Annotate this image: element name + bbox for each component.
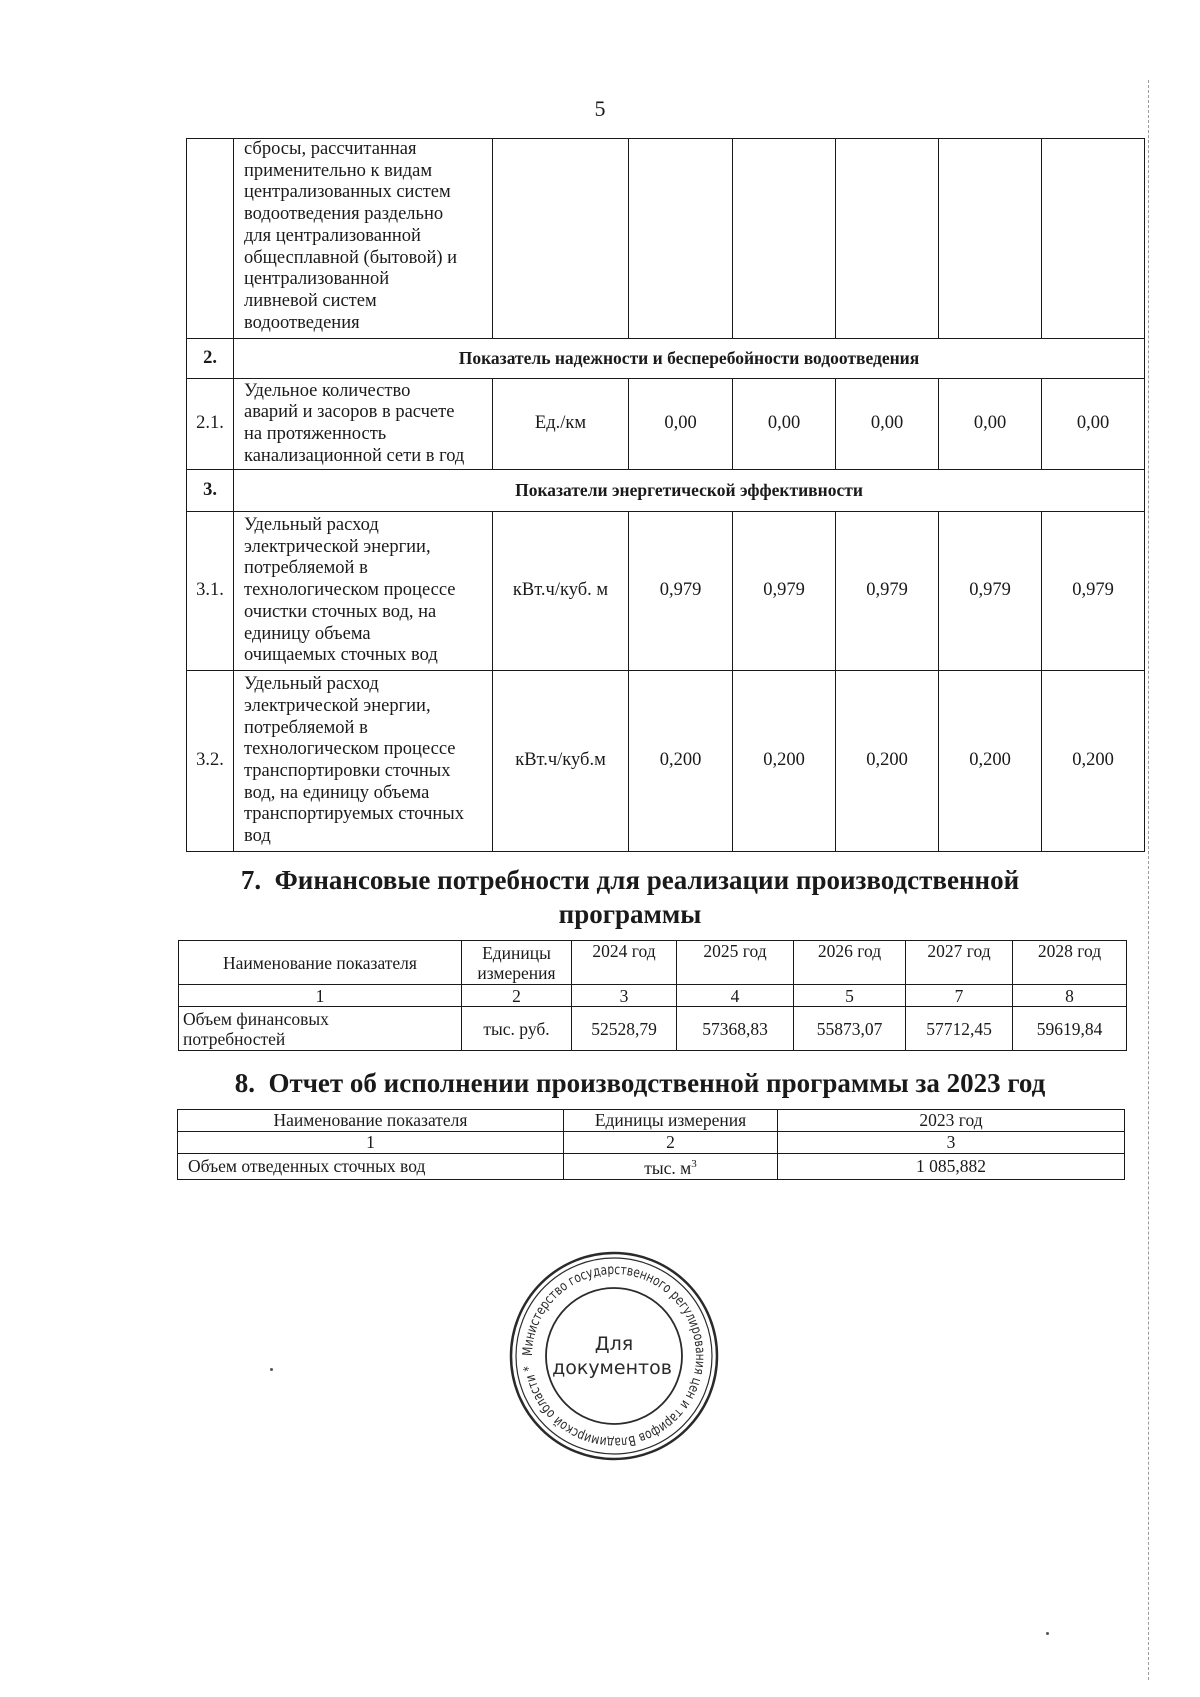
name-line: централизованных систем	[244, 182, 451, 203]
column-number: 8	[1013, 985, 1127, 1007]
table-row	[187, 139, 1145, 339]
column-number: 3	[572, 985, 677, 1007]
unit-cell: кВт.ч/куб.м	[493, 671, 629, 852]
table-row	[179, 1007, 1127, 1051]
header-cell: 2024 год	[572, 941, 677, 985]
section-title: Показатели энергетической эффективности	[234, 470, 1145, 512]
name-line: электрической энергии,	[244, 695, 431, 716]
value-cell: 0,979	[939, 512, 1042, 671]
name-line: на протяженность	[244, 424, 387, 444]
name-line: канализационной сети в год	[244, 445, 465, 466]
value-cell: 0,200	[836, 671, 939, 852]
column-number: 4	[677, 985, 794, 1007]
name-line: Объем финансовых	[183, 1008, 329, 1029]
column-number: 2	[564, 1132, 778, 1154]
value-cell	[1042, 139, 1145, 339]
value-cell: 0,00	[939, 379, 1042, 470]
header-cell: 2023 год	[778, 1110, 1125, 1132]
column-number: 1	[179, 985, 462, 1007]
column-number: 7	[906, 985, 1013, 1007]
indicator-name-cell	[179, 1007, 462, 1051]
table-row	[187, 512, 1145, 671]
indicator-name-cell	[234, 512, 493, 671]
header-cell: Наименование показателя	[179, 941, 462, 985]
stamp-ring-text: Министерство государственного регулирования цен и тарифов Владимирской области *	[519, 1261, 709, 1451]
value-cell: 0,00	[1042, 379, 1145, 470]
value-cell: 0,00	[629, 379, 733, 470]
value-cell: 55873,07	[794, 1007, 906, 1051]
section-number: 2.	[187, 339, 234, 379]
table-row	[187, 379, 1145, 470]
header-line: Единицы	[482, 942, 551, 963]
section-row	[187, 470, 1145, 512]
name-line: технологическом процессе	[244, 739, 456, 760]
name-line: для централизованной	[244, 225, 421, 246]
value-cell: 57368,83	[677, 1007, 794, 1051]
unit-cell	[564, 1154, 778, 1180]
report-2023-table	[177, 1109, 1125, 1180]
header-cell: 2026 год	[794, 941, 906, 985]
name-line: Удельный расход	[244, 515, 379, 536]
scan-speck	[1046, 1632, 1049, 1635]
name-line: применительно к видам	[244, 160, 433, 181]
section-number: 3.	[187, 470, 234, 512]
name-line: потребляемой в	[244, 558, 368, 579]
name-line: аварий и засоров в расчете	[244, 402, 455, 423]
value-cell	[629, 139, 733, 339]
name-line: транспортируемых сточных	[244, 804, 464, 825]
name-line: очистки сточных вод, на	[244, 601, 437, 622]
unit-superscript: 3	[691, 1158, 697, 1170]
name-line: Удельный расход	[244, 674, 379, 695]
name-line: очищаемых сточных вод	[244, 645, 438, 666]
row-number: 3.1.	[187, 512, 234, 671]
official-stamp	[508, 1250, 720, 1462]
header-cell: 2027 год	[906, 941, 1013, 985]
section8-heading: 8. Отчет об исполнении производственной программы за 2023 год	[234, 1068, 1046, 1098]
name-line: технологическом процессе	[244, 580, 456, 601]
value-cell: 0,979	[836, 512, 939, 671]
column-number: 3	[778, 1132, 1125, 1154]
value-cell: 57712,45	[906, 1007, 1013, 1051]
value-cell: 0,200	[1042, 671, 1145, 852]
value-cell: 59619,84	[1013, 1007, 1127, 1051]
unit-text: тыс. м	[644, 1157, 692, 1178]
name-line: электрической энергии,	[244, 536, 431, 557]
value-cell: 1 085,882	[778, 1154, 1125, 1180]
unit-cell: тыс. руб.	[462, 1007, 572, 1051]
value-cell	[836, 139, 939, 339]
value-cell	[939, 139, 1042, 339]
value-cell: 52528,79	[572, 1007, 677, 1051]
value-cell: 0,200	[939, 671, 1042, 852]
name-line: вод	[244, 826, 271, 847]
header-row	[178, 1110, 1125, 1132]
page-number: 5	[594, 96, 606, 121]
unit-cell: кВт.ч/куб. м	[493, 512, 629, 671]
value-cell: 0,200	[733, 671, 836, 852]
unit-cell: Ед./км	[493, 379, 629, 470]
header-cell: Наименование показателя	[178, 1110, 564, 1132]
header-cell	[462, 941, 572, 985]
column-number-row	[178, 1132, 1125, 1154]
row-number: 2.1.	[187, 379, 234, 470]
name-line: Удельное количество	[244, 380, 411, 401]
name-line: централизованной	[244, 269, 390, 290]
section7-heading	[160, 863, 1100, 931]
svg-text:Министерство государственного	[520, 1262, 708, 1450]
column-number-row	[179, 985, 1127, 1007]
name-line: потребляемой в	[244, 717, 368, 738]
column-number: 2	[462, 985, 572, 1007]
indicator-name-cell: Объем отведенных сточных вод	[178, 1154, 564, 1180]
value-cell: 0,00	[733, 379, 836, 470]
row-number-cell	[187, 139, 234, 339]
header-cell: 2028 год	[1013, 941, 1127, 985]
value-cell: 0,979	[1042, 512, 1145, 671]
indicator-name-cell	[234, 671, 493, 852]
name-line: единицу объема	[244, 623, 371, 644]
name-line: потребностей	[183, 1028, 286, 1049]
section-title: Показатель надежности и бесперебойности водоотведения	[234, 339, 1145, 379]
header-line: измерения	[477, 962, 556, 983]
section7-heading-line: программы	[558, 899, 702, 929]
name-line: ливневой систем	[244, 290, 377, 311]
value-cell: 0,979	[733, 512, 836, 671]
stamp-center-line: Для	[594, 1333, 634, 1355]
financial-needs-table	[178, 940, 1127, 1051]
name-line: транспортировки сточных	[244, 761, 451, 781]
indicator-name-cell	[234, 379, 493, 470]
section-row	[187, 339, 1145, 379]
indicator-name-cell	[234, 139, 493, 339]
unit-cell	[493, 139, 629, 339]
value-cell: 0,979	[629, 512, 733, 671]
scan-speck	[270, 1368, 273, 1371]
name-line: водоотведения	[244, 312, 360, 333]
table-row	[178, 1154, 1125, 1180]
header-row	[179, 941, 1127, 985]
value-cell: 0,00	[836, 379, 939, 470]
value-cell	[733, 139, 836, 339]
value-cell: 0,200	[629, 671, 733, 852]
header-cell: Единицы измерения	[564, 1110, 778, 1132]
name-line: водоотведения раздельно	[244, 204, 444, 225]
column-number: 1	[178, 1132, 564, 1154]
name-line: вод, на единицу объема	[244, 782, 430, 803]
header-cell: 2025 год	[677, 941, 794, 985]
name-line: сбросы, рассчитанная	[244, 139, 417, 159]
section7-heading-line: 7. Финансовые потребности для реализации производственной	[240, 865, 1020, 895]
stamp-center-line: документов	[552, 1357, 672, 1379]
column-number: 5	[794, 985, 906, 1007]
page-edge-line	[1148, 80, 1149, 1680]
indicators-table	[186, 138, 1145, 852]
name-line: общесплавной (бытовой) и	[244, 247, 458, 268]
table-row	[187, 671, 1145, 852]
row-number: 3.2.	[187, 671, 234, 852]
